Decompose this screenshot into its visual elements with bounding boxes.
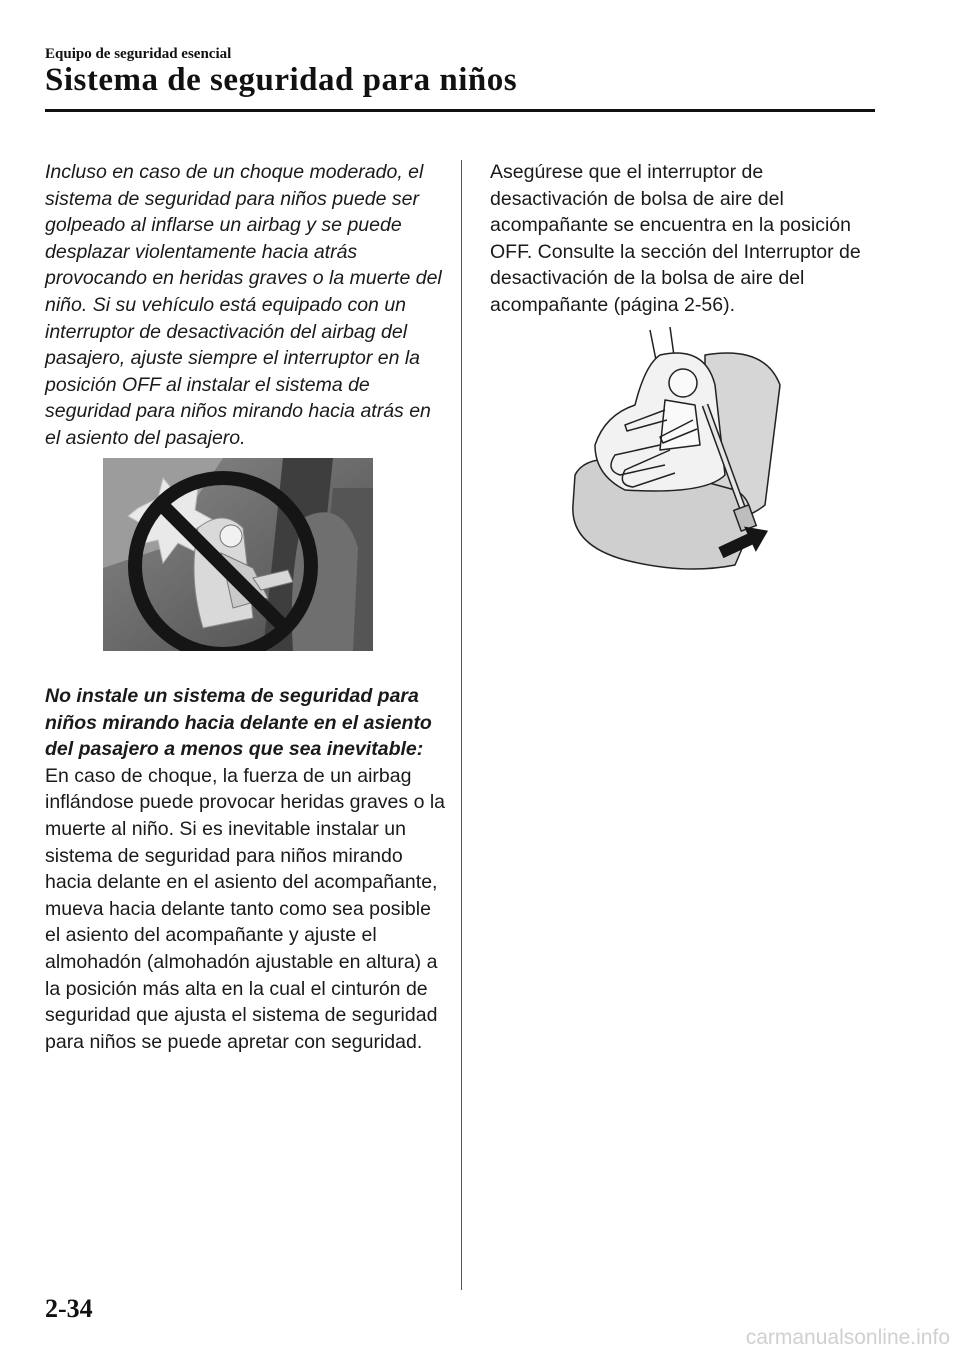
prohibited-rear-facing-seat-illustration	[103, 458, 373, 651]
watermark: carmanualsonline.info	[745, 1326, 950, 1349]
page-title: Sistema de seguridad para niños	[45, 62, 518, 98]
caution-paragraph: En caso de choque, la fuerza de un airbag inflándose puede provocar heridas graves o la muerte al niño. Si es inevitable instalar un sistema de seguridad para niños mirando hacia delante en el asiento del acompañante, mueva hacia delante tanto como sea posible el asiento del acompañante y ajuste el almohadón (almohadón ajustable en altura) a la posición más alta en la cual el cinturón de seguridad que ajusta el sistema de seguridad para niños se puede apretar con seguridad.	[45, 764, 446, 1053]
child-seat-seatbelt-illustration	[565, 325, 793, 580]
page-number: 2-34	[45, 1294, 93, 1323]
caution-block	[45, 683, 445, 1055]
caution-heading: No instale un sistema de seguridad para niños mirando hacia delante en el asiento del pasajero a menos que sea inevitable:	[45, 685, 432, 761]
note-paragraph: Asegúrese que el interruptor de desactivación de bolsa de aire del acompañante se encuentra en la posición OFF. Consulte la sección del Interruptor de desactivación de la bolsa de aire del acompañante (página 2-56).	[490, 161, 861, 316]
warning-paragraph: Incluso en caso de un choque moderado, el sistema de seguridad para niños puede ser golpeado al inflarse un airbag y se puede desplazar violentamente hacia atrás provocando en heridas graves o la muerte del niño. Si su vehículo está equipado con un interruptor de desactivación del airbag del pasajero, ajuste siempre el interruptor en la posición OFF al instalar el sistema de seguridad para niños mirando hacia atrás en el asiento del pasajero.	[45, 161, 442, 449]
section-label: Equipo de seguridad esencial	[45, 46, 232, 62]
column-divider	[461, 160, 462, 1290]
title-rule	[45, 109, 875, 112]
